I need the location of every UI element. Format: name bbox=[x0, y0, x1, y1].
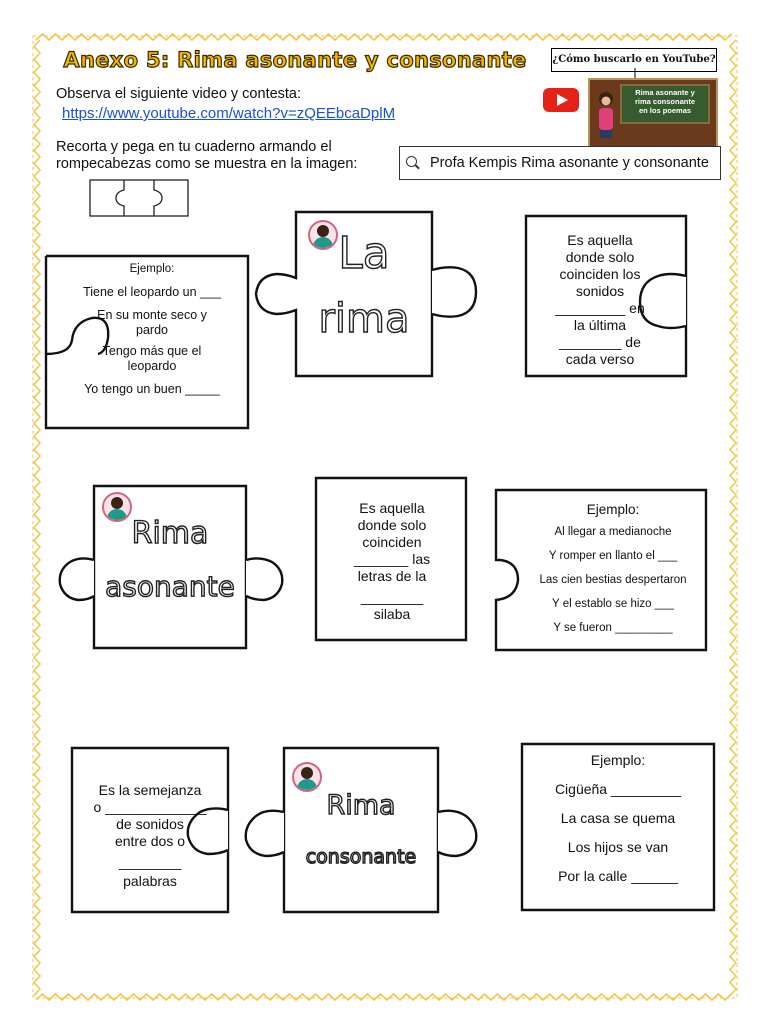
piece-title-word: asonante bbox=[105, 570, 235, 603]
video-link[interactable]: https://www.youtube.com/watch?v=zQEEbcaDplM bbox=[62, 105, 396, 122]
example-line: Y romper en llanto el ___ bbox=[548, 550, 678, 562]
definition-line: sonidos bbox=[575, 283, 625, 299]
definition-line: Es aquella bbox=[567, 232, 633, 248]
example-line: Y se fueron _________ bbox=[553, 622, 673, 634]
asonante-example-block bbox=[520, 502, 706, 636]
piece-title-word: consonante bbox=[305, 846, 417, 868]
example-heading: Ejemplo: bbox=[590, 752, 646, 768]
cut-instruction-line1: Recorta y pega en tu cuaderno armando el bbox=[56, 139, 332, 155]
example-line: Al llegar a medianoche bbox=[554, 526, 672, 538]
worksheet-title: Anexo 5: Rima asonante y consonante bbox=[63, 48, 527, 72]
example-line: Los hijos se van bbox=[567, 839, 669, 855]
cut-instruction-line2: rompecabezas como se muestra en la imagen: bbox=[56, 156, 358, 172]
piece-title-word: La bbox=[338, 228, 390, 279]
definition-line: cada verso bbox=[565, 351, 635, 367]
thumbnail-title-line1: Rima asonante y bbox=[635, 88, 695, 97]
thumbnail-title-line2: rima consonante bbox=[634, 97, 695, 106]
example-heading: Ejemplo: bbox=[586, 502, 640, 517]
example-line: Tiene el leopardo un ___ bbox=[83, 285, 221, 299]
definition-line: ________ bbox=[360, 589, 424, 605]
piece-title-word: Rima bbox=[326, 790, 396, 821]
definition-line: silaba bbox=[373, 606, 411, 622]
example-line: Yo tengo un buen _____ bbox=[84, 382, 220, 396]
asonante-definition-block bbox=[324, 500, 460, 623]
search-query-text: Profa Kempis Rima asonante y consonante bbox=[430, 155, 709, 171]
consonante-definition-block bbox=[80, 782, 220, 890]
example-line: leopardo bbox=[127, 359, 177, 373]
definition-line: de sonidos bbox=[116, 816, 184, 832]
definition-line: Es la semejanza bbox=[98, 782, 202, 798]
video-instruction: Observa el siguiente video y contesta: bbox=[56, 86, 302, 102]
definition-line: _______ las bbox=[353, 551, 431, 567]
example-line: La casa se quema bbox=[560, 810, 676, 826]
youtube-search-label: ¿Cómo buscarlo en YouTube? bbox=[551, 48, 717, 72]
example-line: pardo bbox=[136, 323, 168, 337]
thumbnail-title-line3: en los poemas bbox=[638, 106, 692, 115]
example-line: Cigüeña _________ bbox=[554, 781, 682, 797]
definition-line: coinciden bbox=[362, 534, 422, 550]
example-line: Las cien bestias despertaron bbox=[539, 574, 687, 586]
definition-line: entre dos o bbox=[114, 833, 186, 849]
definition-line: ________ bbox=[118, 854, 182, 870]
example-line: Por la calle ______ bbox=[558, 868, 678, 884]
definition-line: palabras bbox=[123, 873, 177, 889]
definition-line: ________ de bbox=[559, 334, 641, 350]
definition-line: Es aquella bbox=[359, 500, 425, 516]
definition-line: donde solo bbox=[565, 249, 635, 265]
teacher-sticker-icon bbox=[292, 762, 322, 792]
example-line: En su monte seco y bbox=[97, 308, 207, 322]
example-line: Y el establo se hizo ___ bbox=[552, 598, 674, 610]
definition-line: coinciden los bbox=[559, 266, 641, 282]
definition-line: o _____________ bbox=[93, 799, 207, 815]
rima-definition-block bbox=[540, 232, 660, 368]
consonante-example-block bbox=[528, 752, 708, 885]
piece-title-word: Rima bbox=[131, 516, 209, 551]
example-heading: Ejemplo: bbox=[129, 263, 175, 275]
definition-line: _________ en bbox=[555, 300, 645, 316]
definition-line: donde solo bbox=[357, 517, 427, 533]
definition-line: letras de la bbox=[357, 568, 427, 584]
rima-example-block bbox=[62, 262, 242, 397]
piece-title-word: rima bbox=[318, 296, 410, 342]
example-line: Tengo más que el bbox=[102, 344, 202, 358]
definition-line: la última bbox=[573, 317, 627, 333]
